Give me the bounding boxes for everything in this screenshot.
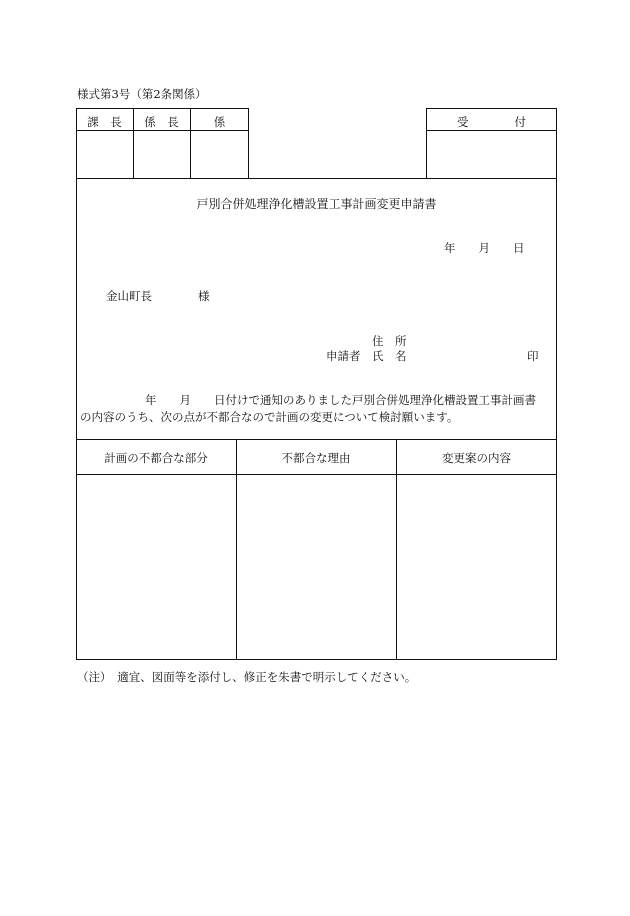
table-cell-proposal[interactable] <box>397 475 556 659</box>
table-cell-problem[interactable] <box>77 475 235 659</box>
address-label: 住 所 <box>372 334 407 348</box>
table-header-proposal: 変更案の内容 <box>442 451 511 465</box>
applicant-label: 申請者 <box>326 349 361 363</box>
reception-label: 受 付 <box>457 115 526 129</box>
approval-col-kakari: 係 <box>213 115 226 129</box>
addressee: 金山町長 様 <box>106 289 210 303</box>
footnote: （注） 適宜、図面等を添付し、修正を朱書で明示してください。 <box>77 670 417 684</box>
table-cell-reason[interactable] <box>237 475 395 659</box>
table-header-problem: 計画の不都合な部分 <box>104 451 208 465</box>
body-line-1: 年 月 日付けで通知のありました戸別合併処理浄化槽設置工事計画書 <box>145 393 536 407</box>
form-number: 様式第3号（第2条関係） <box>77 87 207 101</box>
name-label: 氏 名 <box>372 349 407 363</box>
approval-col-kakaricho: 係 長 <box>144 115 179 129</box>
date-line: 年 月 日 <box>444 241 525 255</box>
body-line-2: の内容のうち、次の点が不都合なので計画の変更について検討願います。 <box>80 410 459 424</box>
table-top-rule <box>76 439 557 440</box>
approval-col-kacho: 課 長 <box>87 115 122 129</box>
seal-mark: 印 <box>527 349 539 363</box>
form-title: 戸別合併処理浄化槽設置工事計画変更申請書 <box>196 197 437 211</box>
table-header-reason: 不都合な理由 <box>281 451 351 465</box>
